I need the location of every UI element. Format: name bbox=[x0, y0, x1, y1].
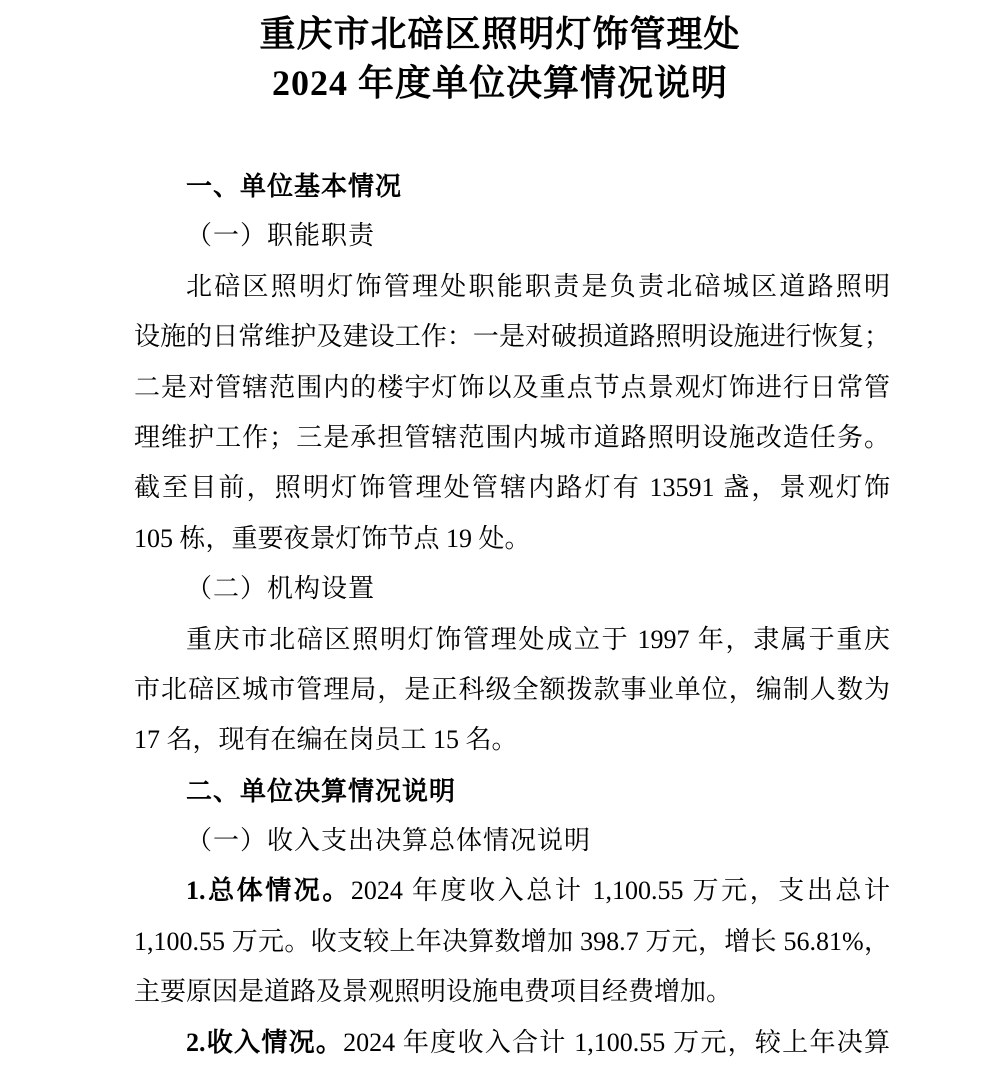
document-body bbox=[134, 161, 890, 1068]
section-heading-basic-info: 一、单位基本情况 bbox=[186, 171, 403, 201]
paragraph-duties-line-1: 北碚区照明灯饰管理处职能职责是负责北碚城区道路照明 bbox=[186, 271, 890, 301]
paragraph-org-line-3: 17 名，现有在编在岗员工 15 名。 bbox=[134, 725, 518, 755]
paragraph-overall-line-3: 主要原因是道路及景观照明设施电费项目经费增加。 bbox=[134, 977, 733, 1007]
document-title bbox=[0, 10, 1000, 108]
paragraph-overall-line-1 bbox=[134, 866, 890, 916]
subsection-heading-income-expense-overview: （一）收入支出决算总体情况说明 bbox=[186, 826, 592, 856]
subsection-heading-duties: （一）职能职责 bbox=[186, 221, 376, 251]
paragraph-duties-line-3: 二是对管辖范围内的楼宇灯饰以及重点节点景观灯饰进行日常管 bbox=[134, 372, 890, 402]
paragraph-income-line-1 bbox=[134, 1018, 890, 1068]
overall-bold-label: 1.总体情况。 bbox=[186, 876, 351, 906]
paragraph-duties-line-6: 105 栋，重要夜景灯饰节点 19 处。 bbox=[134, 523, 531, 553]
section-heading-final-accounts: 二、单位决算情况说明 bbox=[186, 775, 457, 806]
document-title-line-1: 重庆市北碚区照明灯饰管理处 bbox=[259, 14, 741, 54]
paragraph-duties-line-5: 截至目前，照明灯饰管理处管辖内路灯有 13591 盏，景观灯饰 bbox=[134, 473, 890, 503]
paragraph-org-line-2: 市北碚区城市管理局，是正科级全额拨款事业单位，编制人数为 bbox=[134, 674, 890, 704]
document-title-line-2: 2024 年度单位决算情况说明 bbox=[271, 63, 728, 103]
paragraph-org-line-1: 重庆市北碚区照明灯饰管理处成立于 1997 年，隶属于重庆 bbox=[186, 624, 890, 654]
paragraph-duties-line-4: 理维护工作；三是承担管辖范围内城市道路照明设施改造任务。 bbox=[134, 422, 890, 452]
income-bold-label: 2.收入情况。 bbox=[186, 1027, 344, 1057]
income-line-1-text: 2024 年度收入合计 1,100.55 万元，较上年决算 bbox=[343, 1027, 890, 1057]
overall-line-1-text: 2024 年度收入总计 1,100.55 万元，支出总计 bbox=[350, 876, 890, 906]
subsection-heading-organization: （二）机构设置 bbox=[186, 574, 376, 604]
paragraph-overall-line-2: 1,100.55 万元。收支较上年决算数增加 398.7 万元，增长 56.81%， bbox=[134, 926, 890, 956]
paragraph-duties-line-2: 设施的日常维护及建设工作：一是对破损道路照明设施进行恢复； bbox=[134, 322, 890, 352]
